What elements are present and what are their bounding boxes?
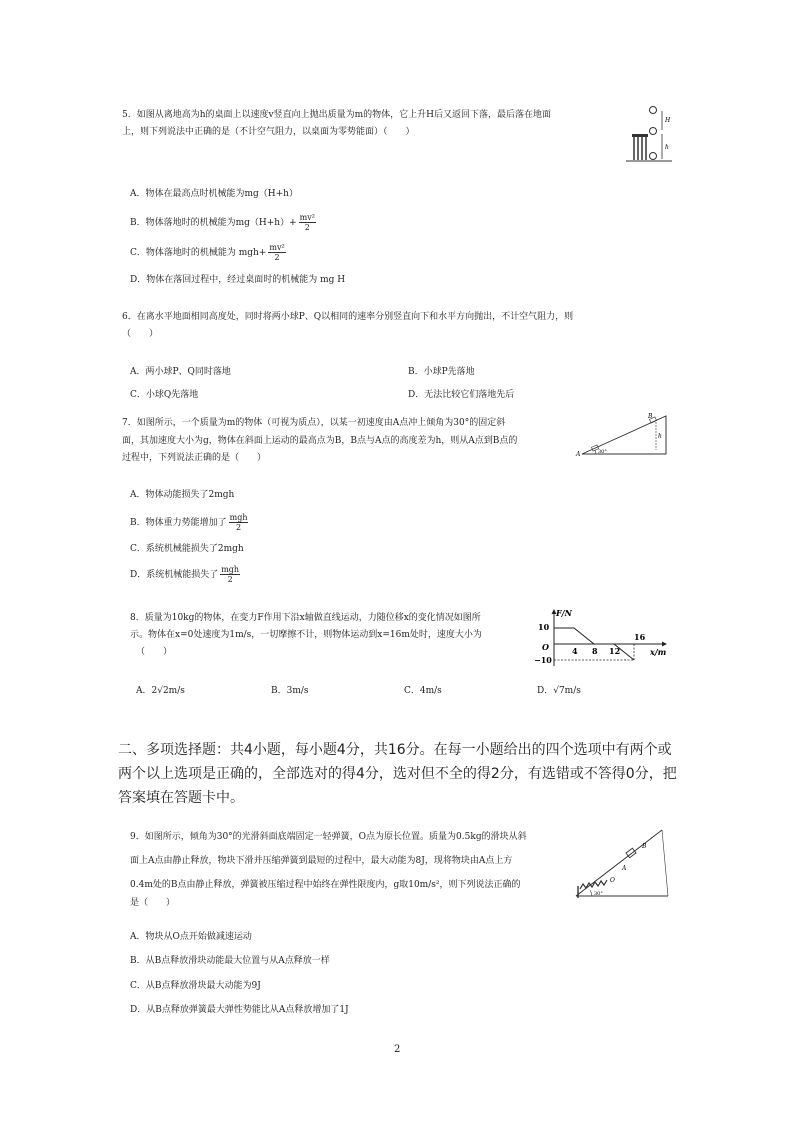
q5-option-b-text: B．物体落地时的机械能为mg（H+h）+	[130, 218, 297, 228]
q9-stem-line2: 面上A点由静止释放，物块下滑并压缩弹簧到最短的过程中，最大动能为8J，现将物块由A点上方	[130, 856, 513, 866]
fraction-denominator: 2	[274, 253, 280, 262]
q9-option-a: A．物块从O点开始做减速运动	[130, 932, 252, 942]
q8-option-c: C．4m/s	[404, 686, 442, 696]
q9-spring-incline-figure	[570, 816, 674, 902]
q5-option-b	[130, 210, 318, 236]
graph-x-tick-12: 12	[609, 646, 621, 656]
fraction-denominator: 2	[236, 523, 242, 532]
q5-option-c-text: C．物体落地时的机械能为 mgh+	[130, 248, 267, 258]
q7-stem-line2: 面，其加速度大小为g，物体在斜面上运动的最高点为B，B点与A点的高度差为h，则从A点到B点的	[122, 436, 518, 446]
fraction-numerator: mgh	[229, 513, 248, 522]
q7-option-b-text: B．物体重力势能增加了	[130, 518, 227, 528]
fraction-numerator: mv²	[299, 213, 315, 222]
graph-origin: O	[542, 642, 549, 652]
q8-stem-line3: （ ）	[136, 647, 173, 657]
q6-stem-line1: 6．在离水平地面相同高度处，同时将两小球P、Q以相同的速率分别竖直向下和水平方向抛出，不计空气阻力，则	[122, 312, 574, 322]
q7-label-A: A	[576, 451, 581, 458]
q9-option-c: C．从B点释放滑块最大动能为9J	[130, 981, 261, 991]
q7-option-d	[130, 562, 242, 588]
q5-label-h: h	[665, 144, 669, 151]
q8-stem-line2: 示。物体在x=0处速度为1m/s，一切摩擦不计，则物体运动到x=16m处时，速度大小为	[130, 630, 482, 640]
graph-x-label: x/m	[650, 647, 667, 657]
graph-x-tick-8: 8	[592, 646, 598, 656]
q9-stem-line1: 9．如图所示，倾角为30°的光滑斜面底端固定一轻弹簧，O点为原长位置。质量为0.5kg的滑块从斜	[130, 832, 527, 842]
fraction-numerator: mv²	[269, 243, 285, 252]
q7-option-d-text: D．系统机械能损失了	[130, 570, 219, 580]
q7-option-d-fraction	[220, 565, 240, 584]
q7-option-a: A．物体动能损失了2mgh	[130, 490, 235, 500]
page-number: 2	[394, 1044, 401, 1055]
fraction-numerator: mgh	[221, 565, 240, 574]
q9-stem-line3: 0.4m处的B点由静止释放，弹簧被压缩过程中始终在弹性限度内，g取10m/s²，则下列说法正确的	[130, 880, 521, 890]
q6-option-c: C．小球Q先落地	[130, 390, 199, 400]
q7-label-B: B	[648, 413, 653, 420]
q9-label-B: B	[642, 843, 647, 850]
q5-figure	[622, 104, 674, 166]
q9-option-b: B．从B点释放滑块动能最大位置与从A点释放一样	[130, 956, 330, 966]
fraction-denominator: 2	[227, 575, 233, 584]
q5-stem-line2: 上，则下列说法中正确的是（不计空气阻力，以桌面为零势能面）（ ）	[122, 127, 415, 137]
q6-stem-line2: （ ）	[122, 329, 159, 339]
q8-option-a: A．2√2m/s	[136, 686, 185, 696]
q5-label-H: H	[665, 117, 671, 124]
q8-option-b: B．3m/s	[271, 686, 309, 696]
q7-incline-figure	[574, 410, 674, 458]
q7-option-b	[130, 510, 250, 536]
q7-option-c: C．系统机械能损失了2mgh	[130, 544, 244, 554]
q5-option-b-fraction	[299, 213, 316, 232]
q6-option-a: A．两小球P、Q同时落地	[130, 367, 231, 377]
q5-option-a: A．物体在最高点时机械能为mg（H+h）	[130, 189, 298, 199]
q7-stem-line1: 7．如图所示，一个质量为m的物体（可视为质点），以某一初速度由A点冲上倾角为30°的固定斜	[122, 418, 506, 428]
q6-option-b: B．小球P先落地	[408, 367, 475, 377]
graph-y-tick-neg10: −10	[534, 655, 552, 665]
q9-label-O: O	[610, 877, 615, 884]
q5-option-d: D．物体在落回过程中，经过桌面时的机械能为 mg H	[130, 275, 346, 285]
section-2-heading: 二、多项选择题：共4小题，每小题4分，共16分。在每一小题给出的四个选项中有两个或两个以上选项是正确的，全部选对的得4分，选对但不全的得2分，有选错或不答得0分，把答案填在答题卡中。	[118, 742, 677, 806]
q9-label-angle: 30°	[594, 891, 603, 897]
q7-stem-line3: 过程中，下列说法正确的是（ ）	[122, 453, 267, 463]
q7-label-angle: 30°	[598, 449, 607, 455]
q9-label-A: A	[622, 865, 627, 872]
q8-option-d: D．√7m/s	[537, 686, 581, 696]
force-position-graph	[534, 606, 670, 670]
q9-option-d: D．从B点释放弹簧最大弹性势能比从A点释放增加了1J	[130, 1005, 349, 1015]
q5-option-c-fraction	[268, 243, 285, 262]
graph-y-tick-10: 10	[538, 622, 550, 632]
q7-option-b-fraction	[229, 513, 249, 532]
q5-stem-line1: 5．如图从离地高为h的桌面上以速度v竖直向上抛出质量为m的物体，它上升H后又返回下落，最后落在地面	[122, 110, 551, 120]
q5-option-c	[130, 240, 288, 266]
q9-stem-line4: 是（ ）	[130, 898, 176, 908]
q7-label-h: h	[658, 433, 662, 440]
graph-y-label: F/N	[556, 608, 572, 618]
q6-option-d: D．无法比较它们落地先后	[408, 390, 515, 400]
graph-x-tick-16: 16	[634, 632, 646, 642]
graph-x-tick-4: 4	[572, 646, 578, 656]
fraction-denominator: 2	[304, 223, 310, 232]
q8-stem-line1: 8．质量为10kg的物体，在变力F作用下沿x轴做直线运动，力随位移x的变化情况如图所	[130, 613, 481, 623]
